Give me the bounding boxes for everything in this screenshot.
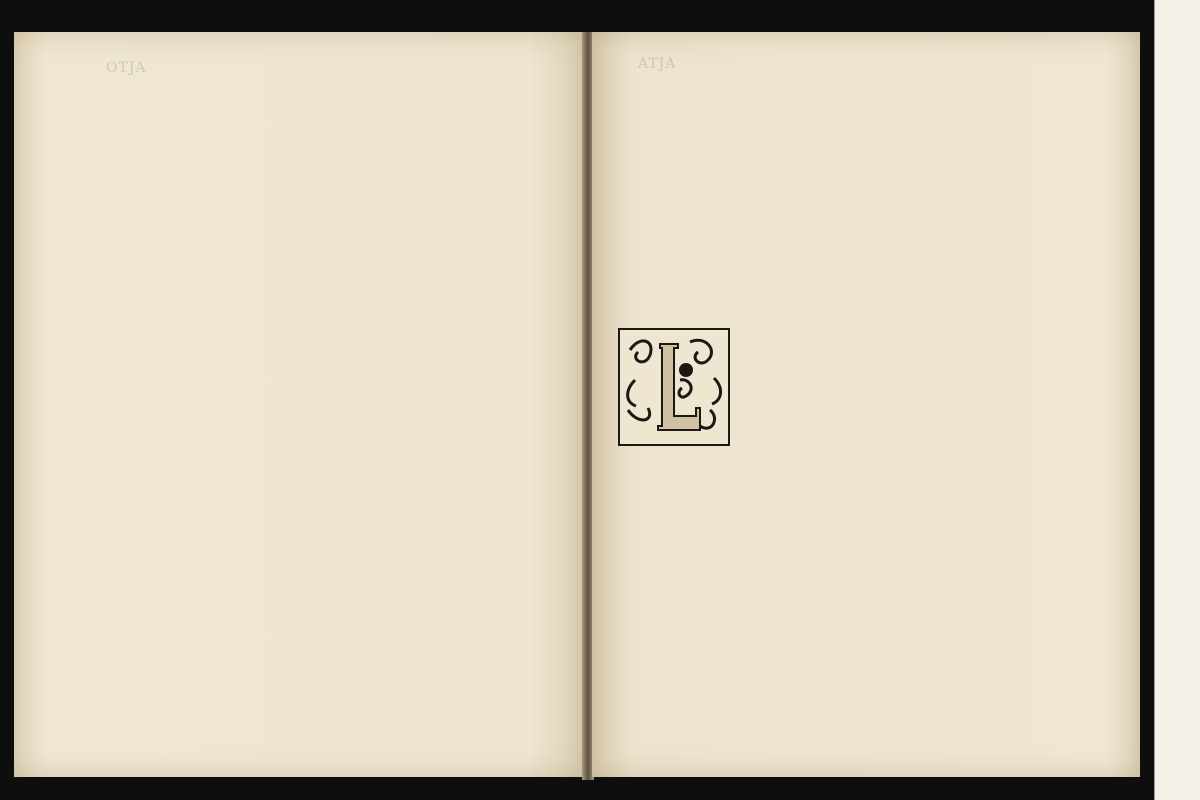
empty-music-staff [614, 248, 1102, 288]
music-staff [78, 660, 564, 700]
right-page [592, 32, 1140, 777]
music-staff [78, 174, 564, 214]
decorated-initial [618, 328, 730, 446]
left-page [14, 32, 584, 777]
music-staff [740, 328, 1102, 368]
bleed-through-heading: OTJA [106, 60, 147, 76]
music-staff [614, 574, 1102, 614]
music-staff [614, 656, 1102, 696]
music-staff [614, 168, 1102, 208]
music-staff [78, 256, 564, 296]
music-staff [614, 492, 1102, 532]
bleed-through-heading: ATJA [638, 56, 677, 72]
music-staff [740, 410, 1102, 450]
music-staff [78, 338, 564, 378]
measurement-ruler [1154, 0, 1200, 800]
open-book [10, 32, 1140, 782]
music-staff [78, 498, 564, 538]
music-staff [614, 84, 1102, 124]
ornamental-initial-l-icon [620, 330, 728, 444]
music-staff [78, 418, 564, 458]
music-staff [78, 580, 564, 620]
music-staff [78, 94, 564, 134]
